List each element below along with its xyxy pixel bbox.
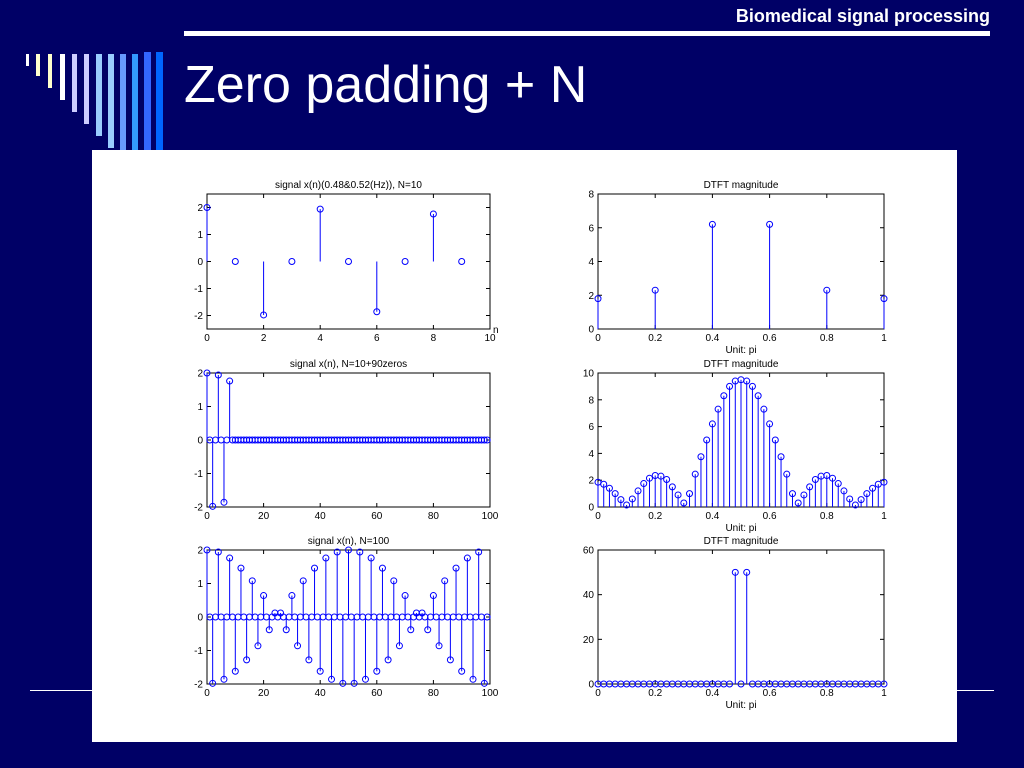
chart-4-point (309, 614, 315, 620)
chart-1-ytick-label: 6 (588, 223, 594, 235)
chart-0-xlabel: n (493, 325, 499, 336)
chart-5-ytick-label: 20 (582, 634, 594, 646)
chart-2-xtick-label: 60 (371, 511, 383, 522)
chart-0-point (346, 259, 352, 265)
chart-2-ytick-label: -1 (194, 469, 203, 480)
chart-4-point (326, 614, 332, 620)
chart-4-point (479, 614, 485, 620)
chart-3-xtick-label: 0.4 (705, 511, 720, 522)
chart-4-point (382, 614, 388, 620)
chart-4-point (399, 614, 405, 620)
chart-3-ytick-label: 10 (582, 368, 594, 380)
chart-3-title: DTFT magnitude (703, 359, 779, 370)
chart-2-xtick-label: 40 (314, 511, 326, 522)
chart-4-point (365, 614, 371, 620)
chart-4-point (405, 614, 411, 620)
chart-1-xtick-label: 0.6 (762, 333, 777, 344)
chart-1-xtick-label: 0 (595, 333, 601, 344)
chart-0-xtick-label: 10 (484, 333, 496, 344)
chart-4-point (445, 614, 451, 620)
chart-4-xtick-label: 80 (427, 688, 439, 699)
chart-0-point (289, 259, 295, 265)
chart-1-axes-box (598, 194, 884, 329)
chart-1-xlabel: Unit: pi (725, 345, 757, 356)
chart-0-title: signal x(n)(0.48&0.52(Hz)), N=10 (274, 180, 423, 191)
chart-4-point (263, 614, 269, 620)
header-rule (184, 31, 990, 36)
chart-3-ytick-label: 0 (588, 502, 594, 514)
chart-1-ytick-label: 8 (588, 189, 594, 201)
chart-5-xtick-label: 0.8 (819, 688, 834, 699)
chart-0-xtick-label: 4 (317, 333, 323, 344)
chart-4-point (439, 614, 445, 620)
chart-1-ytick-label: 2 (588, 290, 594, 302)
chart-0-point (402, 259, 408, 265)
chart-0-xtick-label: 2 (260, 333, 267, 344)
chart-3-xtick-label: 0.6 (762, 511, 777, 522)
chart-4-point (371, 614, 377, 620)
chart-4-ytick-label: 1 (197, 579, 203, 590)
chart-4-xtick-label: 100 (481, 688, 499, 699)
chart-2-xtick-label: 0 (204, 511, 210, 522)
chart-4-point (297, 614, 303, 620)
chart-0-ytick-label: 0 (197, 257, 203, 268)
chart-2-ytick-label: 1 (197, 402, 203, 413)
chart-4-point (229, 614, 235, 620)
chart-0-ytick-label: -2 (194, 311, 203, 322)
chart-5-xtick-label: 1 (881, 688, 887, 699)
chart-4-ytick-label: -1 (194, 646, 203, 657)
chart-1-ytick-label: 0 (588, 324, 594, 336)
chart-2-title: signal x(n), N=10+90zeros (289, 359, 408, 370)
chart-4-ytick-label: 0 (197, 612, 203, 624)
chart-2-ytick-label: 0 (197, 435, 203, 447)
chart-4-point (252, 614, 258, 620)
chart-0-ytick-label: 2 (197, 203, 203, 214)
chart-4-point (377, 614, 383, 620)
chart-3-xtick-label: 0.2 (648, 511, 663, 522)
chart-0-axes-box (207, 194, 490, 329)
chart-5-xtick-label: 0.2 (648, 688, 663, 699)
chart-2-point (212, 437, 218, 443)
chart-1-xtick-label: 0.4 (705, 333, 720, 344)
chart-5-xtick-label: 0.4 (705, 688, 720, 699)
chart-5-title: DTFT magnitude (703, 536, 779, 547)
chart-4-point (450, 614, 456, 620)
chart-1-title: DTFT magnitude (703, 180, 779, 191)
chart-4-point (354, 614, 360, 620)
chart-5-axes-box (598, 550, 884, 684)
chart-4-point (218, 614, 224, 620)
chart-4-point (428, 614, 434, 620)
chart-4-point (292, 614, 298, 620)
chart-3-ytick-label: 2 (588, 475, 594, 487)
chart-2-xtick-label: 20 (258, 511, 270, 522)
chart-4-xtick-label: 0 (204, 688, 210, 699)
chart-4-point (212, 614, 218, 620)
chart-2-xtick-label: 80 (427, 511, 439, 522)
chart-2-xtick-label: 100 (481, 511, 499, 522)
chart-3-ytick-label: 4 (588, 448, 594, 460)
chart-0-ytick-label: 1 (197, 230, 203, 241)
chart-4-point (360, 614, 366, 620)
chart-4-point (456, 614, 462, 620)
chart-4-xtick-label: 20 (258, 688, 270, 699)
chart-4-point (224, 614, 230, 620)
chart-0-point (232, 259, 238, 265)
chart-4-point (303, 614, 309, 620)
chart-1-xtick-label: 1 (881, 333, 887, 344)
footer-rule-right (957, 690, 994, 691)
chart-3-xtick-label: 0.8 (819, 511, 834, 522)
figure-panel (92, 150, 957, 742)
chart-1-xtick-label: 0.2 (648, 333, 663, 344)
chart-4-point (235, 614, 241, 620)
chart-4-title: signal x(n), N=100 (307, 536, 390, 547)
chart-4-point (343, 614, 349, 620)
chart-4-point (241, 614, 247, 620)
chart-4-point (467, 614, 473, 620)
chart-3-xlabel: Unit: pi (725, 523, 757, 534)
chart-4-xtick-label: 60 (371, 688, 383, 699)
chart-4-point (337, 614, 343, 620)
chart-5-xtick-label: 0.6 (762, 688, 777, 699)
chart-4-point (246, 614, 252, 620)
chart-3-ytick-label: 8 (588, 395, 594, 407)
chart-4-ytick-label: 2 (197, 545, 203, 557)
chart-5-ytick-label: 40 (582, 590, 594, 602)
chart-4-point (394, 614, 400, 620)
chart-5-ytick-label: 60 (582, 545, 594, 557)
chart-3-xtick-label: 0 (595, 511, 601, 522)
chart-3-ytick-label: 6 (588, 422, 594, 434)
chart-0-point (459, 259, 465, 265)
chart-3-xtick-label: 1 (881, 511, 887, 522)
chart-1-xtick-label: 0.8 (819, 333, 834, 344)
chart-5-xlabel: Unit: pi (725, 700, 757, 711)
figure-svg (92, 150, 957, 742)
header-title: Biomedical signal processing (735, 6, 990, 26)
chart-4-ytick-label: -2 (194, 679, 203, 691)
chart-4-point (286, 614, 292, 620)
chart-0-xtick-label: 8 (430, 333, 437, 344)
chart-4-point (433, 614, 439, 620)
chart-0-ytick-label: -1 (194, 284, 203, 295)
chart-4-xtick-label: 40 (314, 688, 326, 699)
chart-2-ytick-label: -2 (194, 502, 203, 514)
chart-4-point (314, 614, 320, 620)
chart-2-ytick-label: 2 (197, 368, 203, 380)
chart-5-xtick-label: 0 (595, 688, 601, 699)
chart-2-point (224, 437, 230, 443)
chart-4-point (473, 614, 479, 620)
chart-4-point (320, 614, 326, 620)
slide-title: Zero padding + N (184, 56, 588, 114)
chart-1-ytick-label: 4 (588, 257, 594, 268)
chart-4-point (331, 614, 337, 620)
chart-0-xtick-label: 6 (374, 333, 380, 344)
footer-rule-left (30, 690, 92, 691)
chart-0-xtick-label: 0 (204, 333, 210, 344)
chart-4-point (388, 614, 394, 620)
chart-4-point (258, 614, 264, 620)
chart-4-point (462, 614, 468, 620)
chart-4-point (348, 614, 354, 620)
chart-2-point (218, 437, 224, 443)
chart-5-ytick-label: 0 (588, 679, 594, 691)
